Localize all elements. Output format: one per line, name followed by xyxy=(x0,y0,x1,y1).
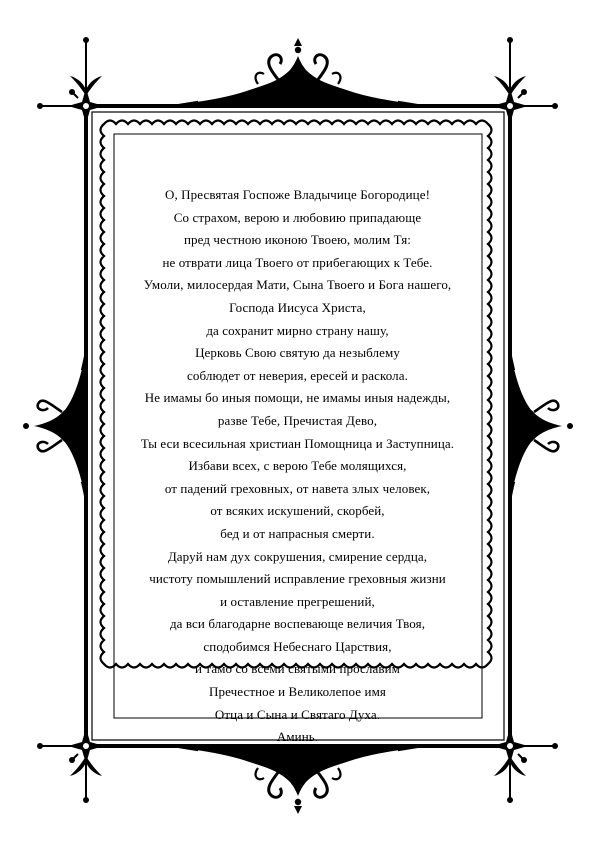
prayer-line: О, Пресвятая Госпоже Владычице Богородице! xyxy=(164,187,431,202)
bottom-flourish xyxy=(178,748,418,814)
prayer-line: соблюдет от неверия, ересей и раскола. xyxy=(187,367,408,383)
corner-top-right xyxy=(492,88,528,124)
prayer-line: и тамо со всеми святыми прославим xyxy=(194,661,400,677)
prayer-line: и оставление прегрешений, xyxy=(220,593,375,609)
prayer-line: Даруй нам дух сокрушения, смирение сердца, xyxy=(167,548,428,564)
left-flourish xyxy=(23,356,84,496)
prayer-line: не отврати лица Твоего от прибегающих к Тебе. xyxy=(162,254,433,270)
prayer-line: чистоту помышлений исправление греховныя жизни xyxy=(149,571,446,587)
right-flourish xyxy=(512,356,573,496)
prayer-line: сподобимся Небеснаго Царствия, xyxy=(203,638,392,654)
prayer-line: Аминь. xyxy=(276,729,319,745)
prayer-line: да вси благодарне воспевающе величия Твоя, xyxy=(169,616,426,632)
prayer-line: Не имамы бо иныя помощи, не имамы иныя надежды, xyxy=(144,390,451,406)
prayer-text xyxy=(120,184,475,749)
corner-top-left xyxy=(68,88,104,124)
prayer-line: Избави всех, с верою Тебе молящихся, xyxy=(188,458,407,474)
prayer-line: пред честною иконою Твоею, молим Тя: xyxy=(183,232,412,248)
prayer-line: от падений греховных, от навета злых человек, xyxy=(164,480,431,496)
prayer-line: Со страхом, верою и любовию припадающе xyxy=(173,209,422,225)
prayer-line: Отца и Сына и Святаго Духа. xyxy=(214,706,381,722)
top-flourish xyxy=(178,38,418,104)
prayer-line: Умоли, милосердая Мати, Сына Твоего и Бога нашего, xyxy=(143,277,452,293)
prayer-line: разве Тебе, Пречистая Дево, xyxy=(217,412,378,428)
prayer-line: Церковь Свою святую да незыблему xyxy=(195,345,400,361)
prayer-line: бед и от напрасныя смерти. xyxy=(220,525,375,541)
prayer-line: Пречестное и Великолепое имя xyxy=(209,684,386,700)
prayer-line: Господа Иисуса Христа, xyxy=(229,299,366,315)
prayer-line: да сохранит мирно страну нашу, xyxy=(206,322,389,338)
corner-bottom-right xyxy=(492,728,528,764)
prayer-line: от всяких искушений, скорбей, xyxy=(210,503,385,519)
corner-bottom-left xyxy=(68,728,104,764)
prayer-line: Ты еси всесильная христиан Помощница и Заступница. xyxy=(140,435,455,451)
